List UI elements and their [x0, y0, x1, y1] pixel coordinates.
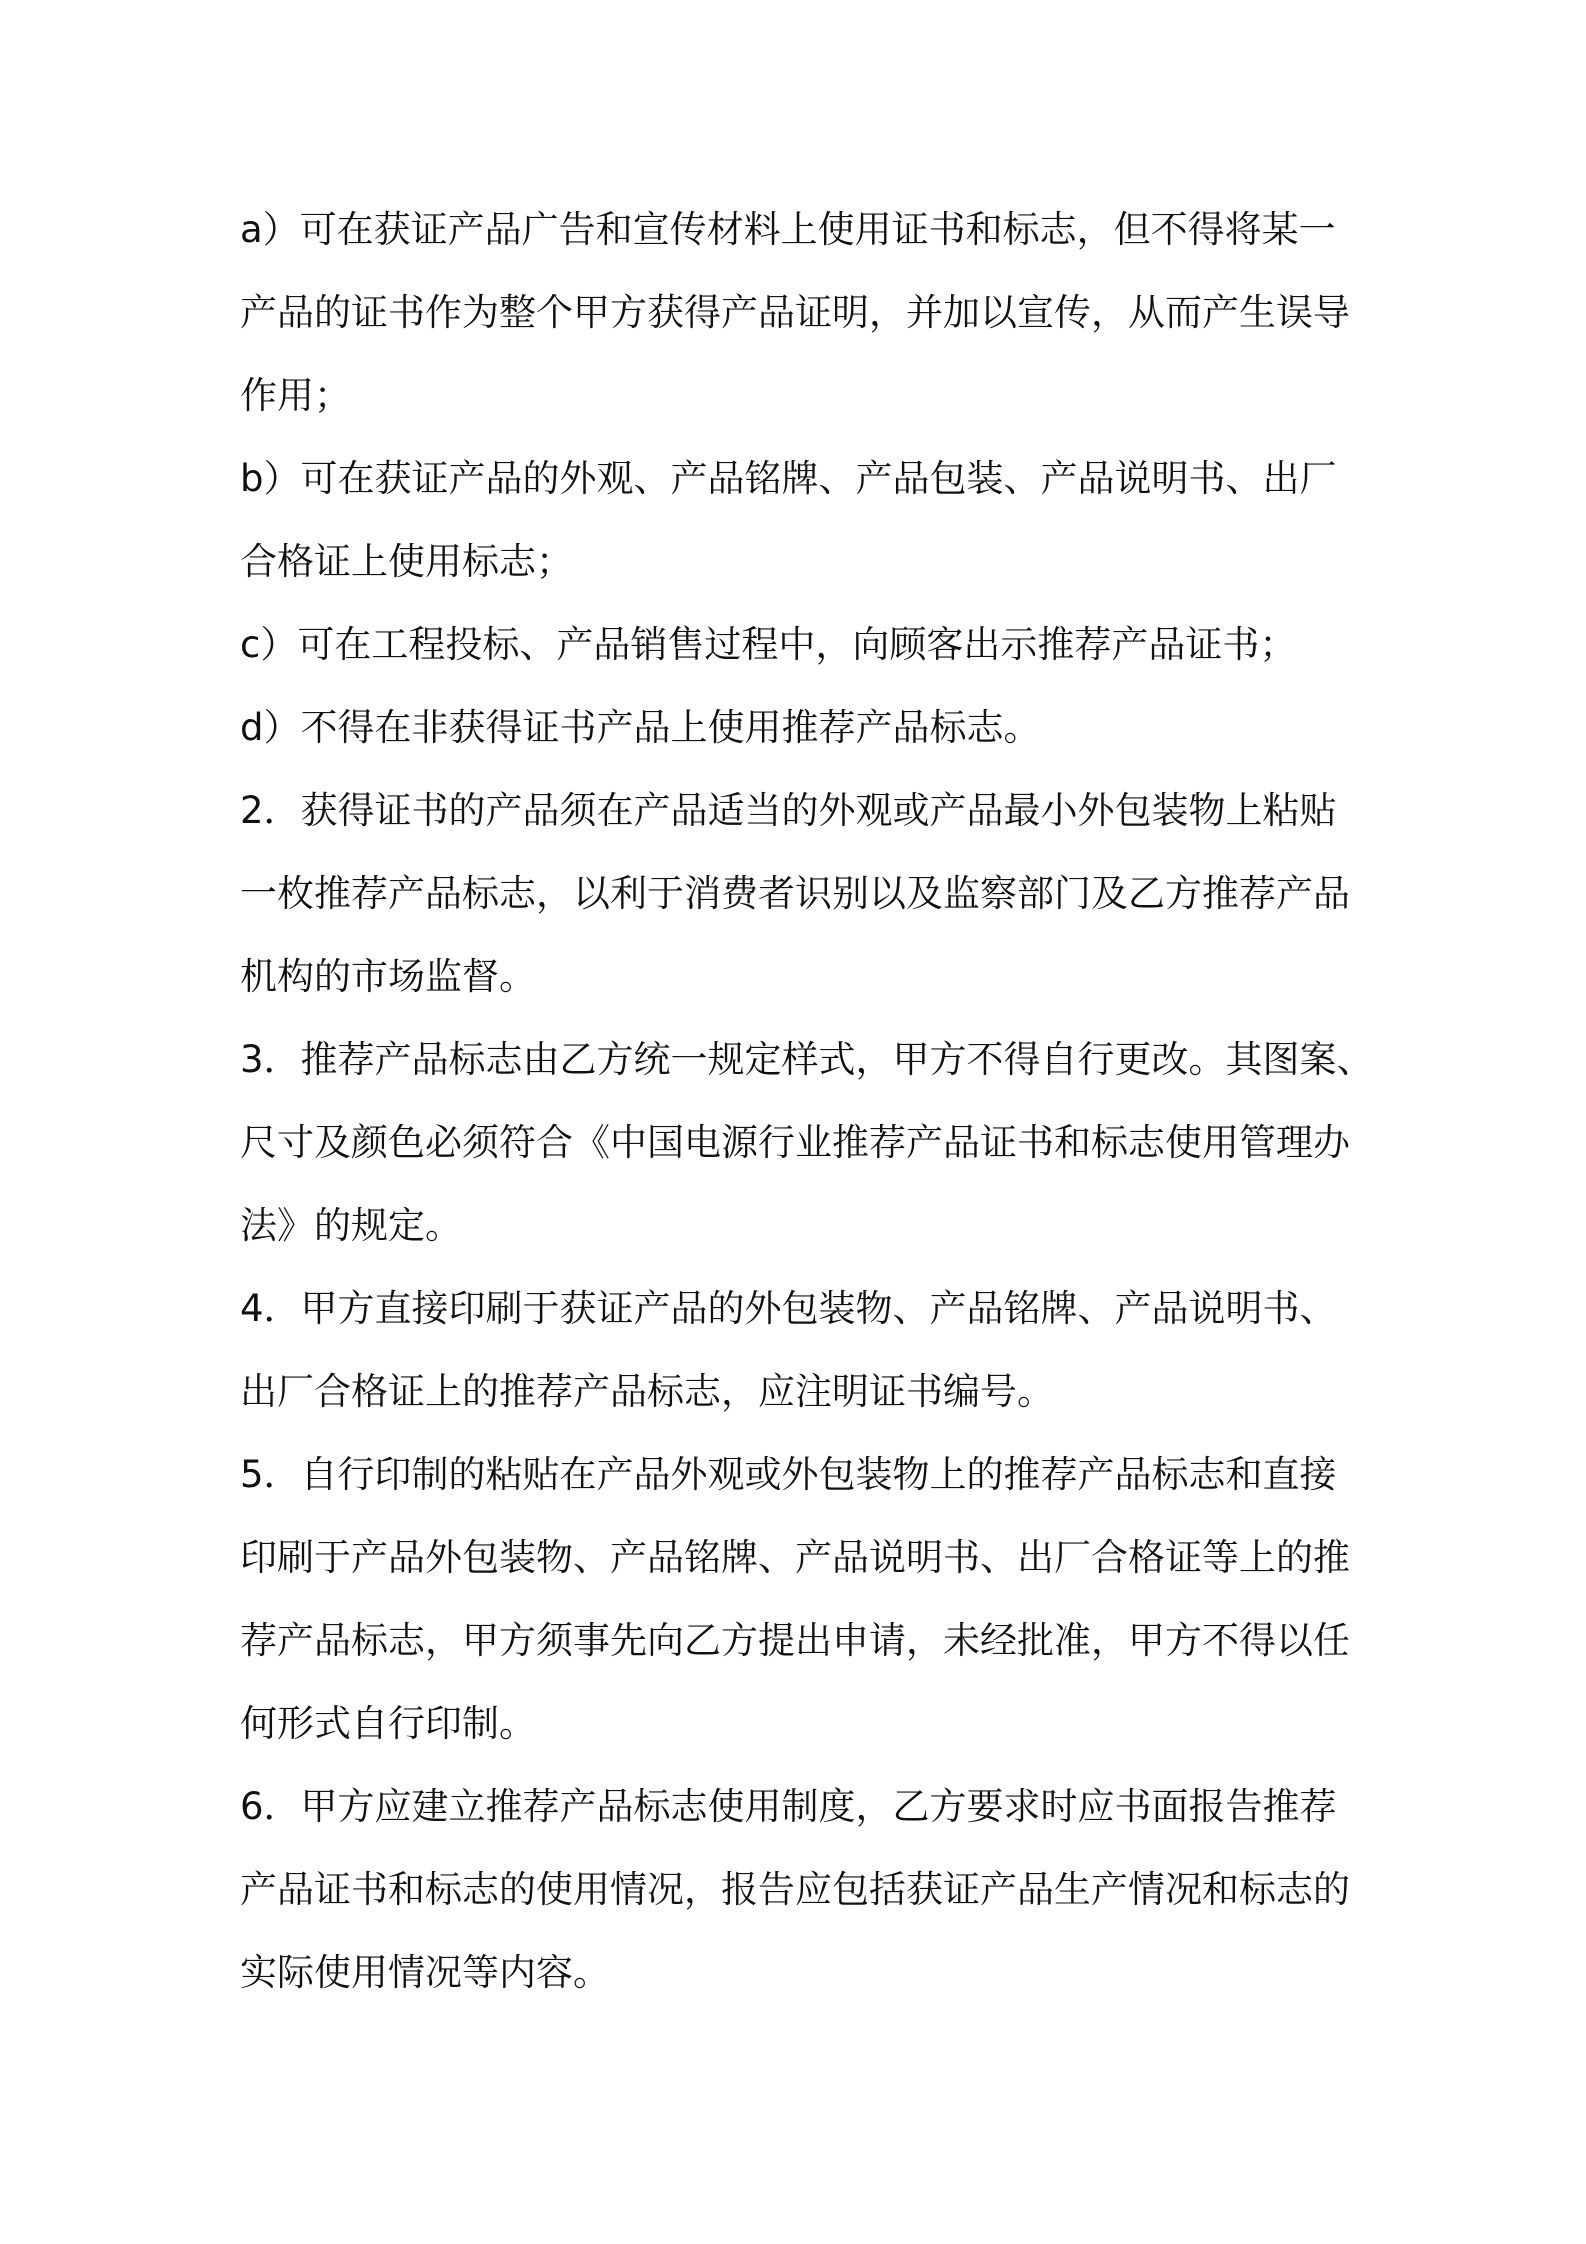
text-line: b）可在获证产品的外观、产品铭牌、产品包装、产品说明书、出厂 [240, 457, 1337, 500]
text-line: 3．推荐产品标志由乙方统一规定样式，甲方不得自行更改。其图案、 [240, 1038, 1374, 1081]
text-line: a）可在获证产品广告和宣传材料上使用证书和标志，但不得将某一 [240, 208, 1336, 251]
text-line: c）可在工程投标、产品销售过程中，向顾客出示推荐产品证书； [240, 623, 1297, 666]
text-line: d）不得在非获得证书产品上使用推荐产品标志。 [240, 706, 1041, 749]
text-line: 机构的市场监督。 [240, 955, 536, 998]
text-line: 实际使用情况等内容。 [240, 1951, 610, 1994]
text-line: 5．自行印制的粘贴在产品外观或外包装物上的推荐产品标志和直接 [240, 1453, 1337, 1496]
text-line: 2．获得证书的产品须在产品适当的外观或产品最小外包装物上粘贴 [240, 789, 1337, 832]
text-line: 合格证上使用标志； [240, 540, 573, 583]
text-line: 4．甲方直接印刷于获证产品的外包装物、产品铭牌、产品说明书、 [240, 1287, 1337, 1330]
text-line: 作用； [240, 374, 351, 417]
text-line: 荐产品标志，甲方须事先向乙方提出申请，未经批准，甲方不得以任 [240, 1619, 1350, 1662]
text-line: 6．甲方应建立推荐产品标志使用制度，乙方要求时应书面报告推荐 [240, 1785, 1337, 1828]
text-line: 产品的证书作为整个甲方获得产品证明，并加以宣传，从而产生误导 [240, 291, 1350, 334]
text-line: 尺寸及颜色必须符合《中国电源行业推荐产品证书和标志使用管理办 [240, 1121, 1350, 1164]
text-line: 出厂合格证上的推荐产品标志，应注明证书编号。 [240, 1370, 1054, 1413]
text-line: 法》的规定。 [240, 1204, 462, 1247]
text-line: 产品证书和标志的使用情况，报告应包括获证产品生产情况和标志的 [240, 1868, 1350, 1911]
text-line: 印刷于产品外包装物、产品铭牌、产品说明书、出厂合格证等上的推 [240, 1536, 1350, 1579]
text-line: 何形式自行印制。 [240, 1702, 536, 1745]
text-line: 一枚推荐产品标志，以利于消费者识别以及监察部门及乙方推荐产品 [240, 872, 1350, 915]
